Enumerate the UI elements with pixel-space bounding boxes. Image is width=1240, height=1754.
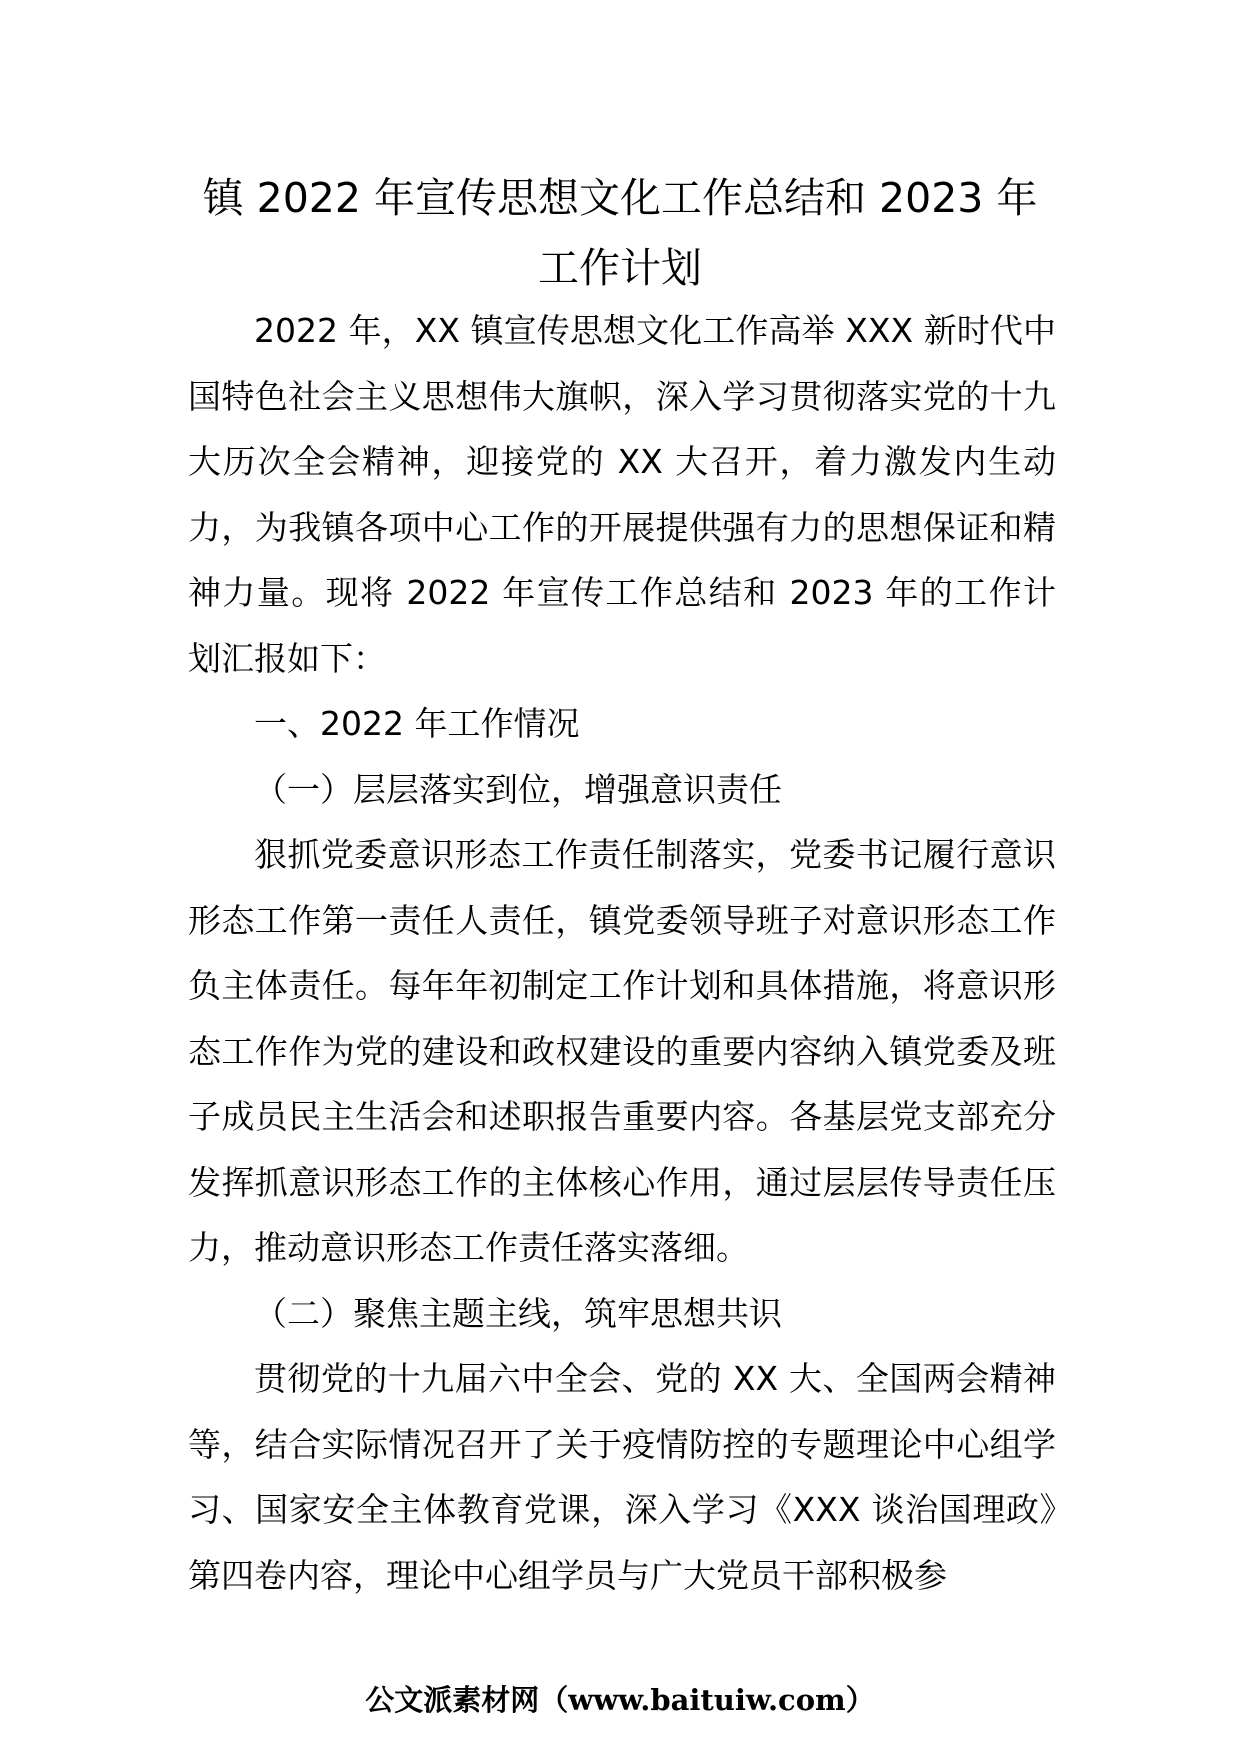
intro-paragraph: 2022 年，XX 镇宣传思想文化工作高举 XXX 新时代中国特色社会主义思想伟大旗帜，深入学习贯彻落实党的十九大历次全会精神，迎接党的 XX 大召开，着力激发内生动力，为我镇各项中心工作的开展提供强有力的思想保证和精神力量。现将 2022 年宣传工作总结和 2023 年的工作计划汇报如下： [188, 311, 1056, 678]
subsection-1-paragraph: 狠抓党委意识形态工作责任制落实，党委书记履行意识形态工作第一责任人责任，镇党委领导班子对意识形态工作负主体责任。每年年初制定工作计划和具体措施，将意识形态工作作为党的建设和政权建设的重要内容纳入镇党委及班子成员民主生活会和述职报告重要内容。各基层党支部充分发挥抓意识形态工作的主体核心作用，通过层层传导责任压力，推动意识形态工作责任落实落细。 [188, 835, 1056, 1267]
footer-watermark: 公文派素材网（www.baituiw.com） [365, 1683, 875, 1717]
document-body [188, 298, 1056, 1608]
subsection-heading-2: （二）聚焦主题主线，筑牢思想共识 [254, 1293, 782, 1333]
document-title-line-1: 镇 2022 年宣传思想文化工作总结和 2023 年 [202, 174, 1038, 222]
document-title-line-2: 工作计划 [538, 244, 702, 292]
subsection-heading-1: （一）层层落实到位，增强意识责任 [254, 769, 782, 809]
subsection-2-paragraph: 贯彻党的十九届六中全会、党的 XX 大、全国两会精神等，结合实际情况召开了关于疫情防控的专题理论中心组学习、国家安全主体教育党课，深入学习《XXX 谈治国理政》第四卷内容，理论中心组学员与广大党员干部积极参 [188, 1359, 1056, 1595]
section-heading-1: 一、2022 年工作情况 [254, 704, 580, 743]
